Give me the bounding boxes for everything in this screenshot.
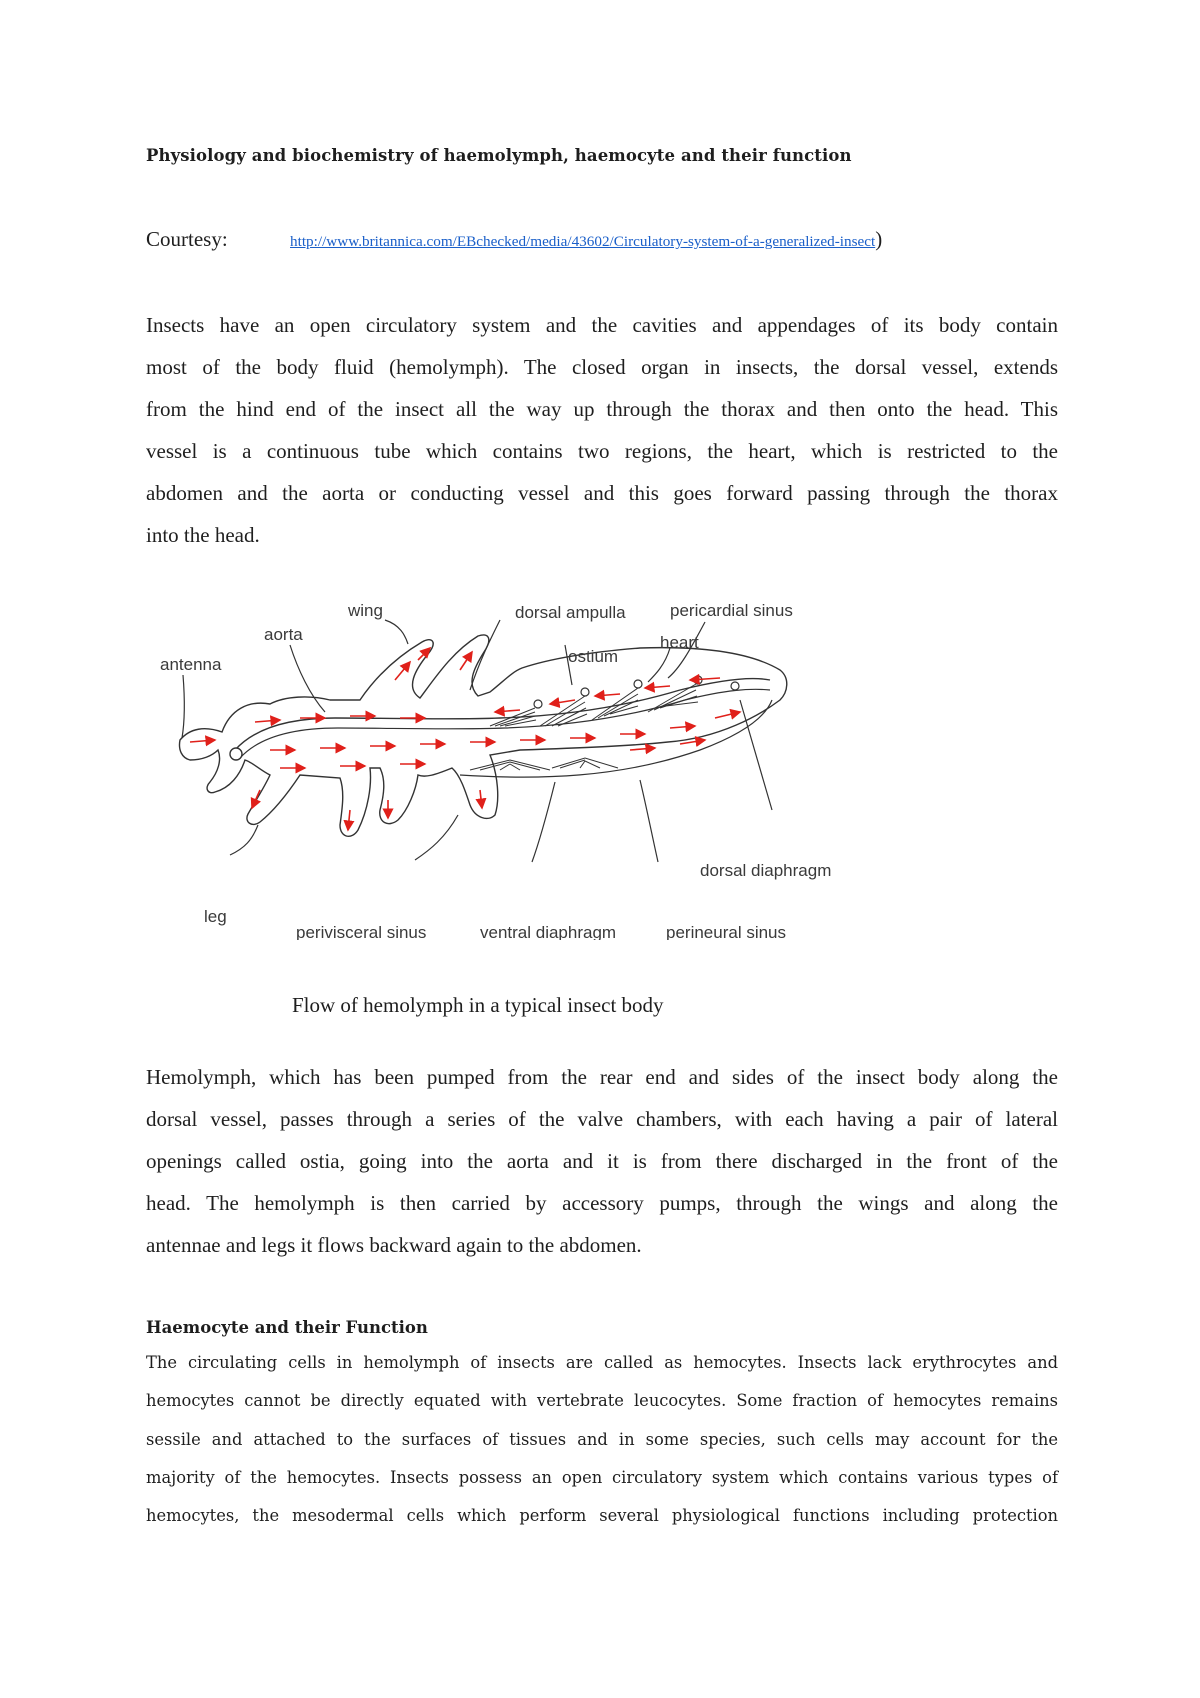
haemocyte-paragraph: [146, 1344, 1058, 1535]
closing-paren: ): [875, 227, 883, 251]
label-pericardial-sinus: pericardial sinus: [670, 601, 793, 620]
ostium-valve: [634, 680, 642, 688]
figure-caption: Flow of hemolymph in a typical insect body: [292, 993, 664, 1017]
label-ventral-diaphragm: ventral diaphragm: [480, 923, 617, 940]
dorsal-vessel-lower: [240, 689, 770, 758]
ostium-valve: [581, 688, 589, 696]
text-line: The circulating cells in hemolymph of insects are called as hemocytes. Insects lack erythrocytes and: [146, 1353, 1058, 1372]
text-line: hemocytes cannot be directly equated with vertebrate leucocytes. Some fraction of hemocytes remains: [146, 1391, 1058, 1411]
label-leader-lines: [182, 620, 772, 862]
label-dorsal-diaphragm: dorsal diaphragm: [700, 861, 832, 880]
label-leg: leg: [204, 907, 227, 926]
hemolymph-flow-arrows: [190, 648, 740, 830]
section-heading: Haemocyte and their Function: [146, 1318, 428, 1337]
ostium-valve: [731, 682, 739, 690]
text-line: openings called ostia, going into the aorta and it is from there discharged in the front of the: [146, 1149, 1058, 1173]
flow-paragraph: [146, 1056, 1058, 1266]
text-line: into the head.: [146, 523, 260, 547]
courtesy-line: [146, 227, 882, 252]
label-aorta: aorta: [264, 625, 303, 644]
intro-paragraph: [146, 304, 1058, 556]
label-wing: wing: [348, 601, 383, 620]
insect-body-outline: [179, 635, 786, 836]
label-antenna: antenna: [160, 655, 222, 674]
text-line: abdomen and the aorta or conducting vessel and this goes forward passing through the thorax: [146, 481, 1058, 505]
aorta-opening: [230, 748, 242, 760]
label-ostium: ostium: [568, 647, 619, 666]
label-dorsal-ampulla: dorsal ampulla: [515, 603, 626, 622]
text-line: head. The hemolymph is then carried by accessory pumps, through the wings and along the: [146, 1191, 1058, 1215]
text-line: Hemolymph, which has been pumped from the rear end and sides of the insect body along the: [146, 1065, 1058, 1089]
text-line: sessile and attached to the surfaces of tissues and in some species, such cells may account for the: [146, 1429, 1058, 1449]
ostium-valve: [534, 700, 542, 708]
courtesy-label: Courtesy:: [146, 227, 228, 251]
text-line: majority of the hemocytes. Insects possess an open circulatory system which contains various types of: [146, 1467, 1058, 1487]
label-heart: heart: [660, 633, 699, 652]
label-perivisceral-sinus: perivisceral sinus: [296, 923, 427, 940]
text-line: most of the body fluid (hemolymph). The closed organ in insects, the dorsal vessel, extends: [146, 355, 1058, 379]
text-line: from the hind end of the insect all the way up through the thorax and then onto the head. This: [146, 397, 1058, 421]
text-line: hemocytes, the mesodermal cells which perform several physiological functions including protection: [146, 1506, 1058, 1526]
document-title: Physiology and biochemistry of haemolymph, haemocyte and their function: [146, 146, 852, 165]
source-link[interactable]: http://www.britannica.com/EBchecked/media/43602/Circulatory-system-of-a-generalized-insect: [290, 233, 876, 250]
label-perineural-sinus: perineural sinus: [666, 923, 787, 940]
text-line: antennae and legs it flows backward again to the abdomen.: [146, 1233, 642, 1257]
insect-circulatory-diagram: [160, 600, 880, 940]
text-line: Insects have an open circulatory system and the cavities and appendages of its body contain: [146, 313, 1058, 337]
text-line: dorsal vessel, passes through a series of the valve chambers, with each having a pair of lateral: [146, 1107, 1058, 1131]
text-line: vessel is a continuous tube which contains two regions, the heart, which is restricted to the: [146, 439, 1058, 463]
